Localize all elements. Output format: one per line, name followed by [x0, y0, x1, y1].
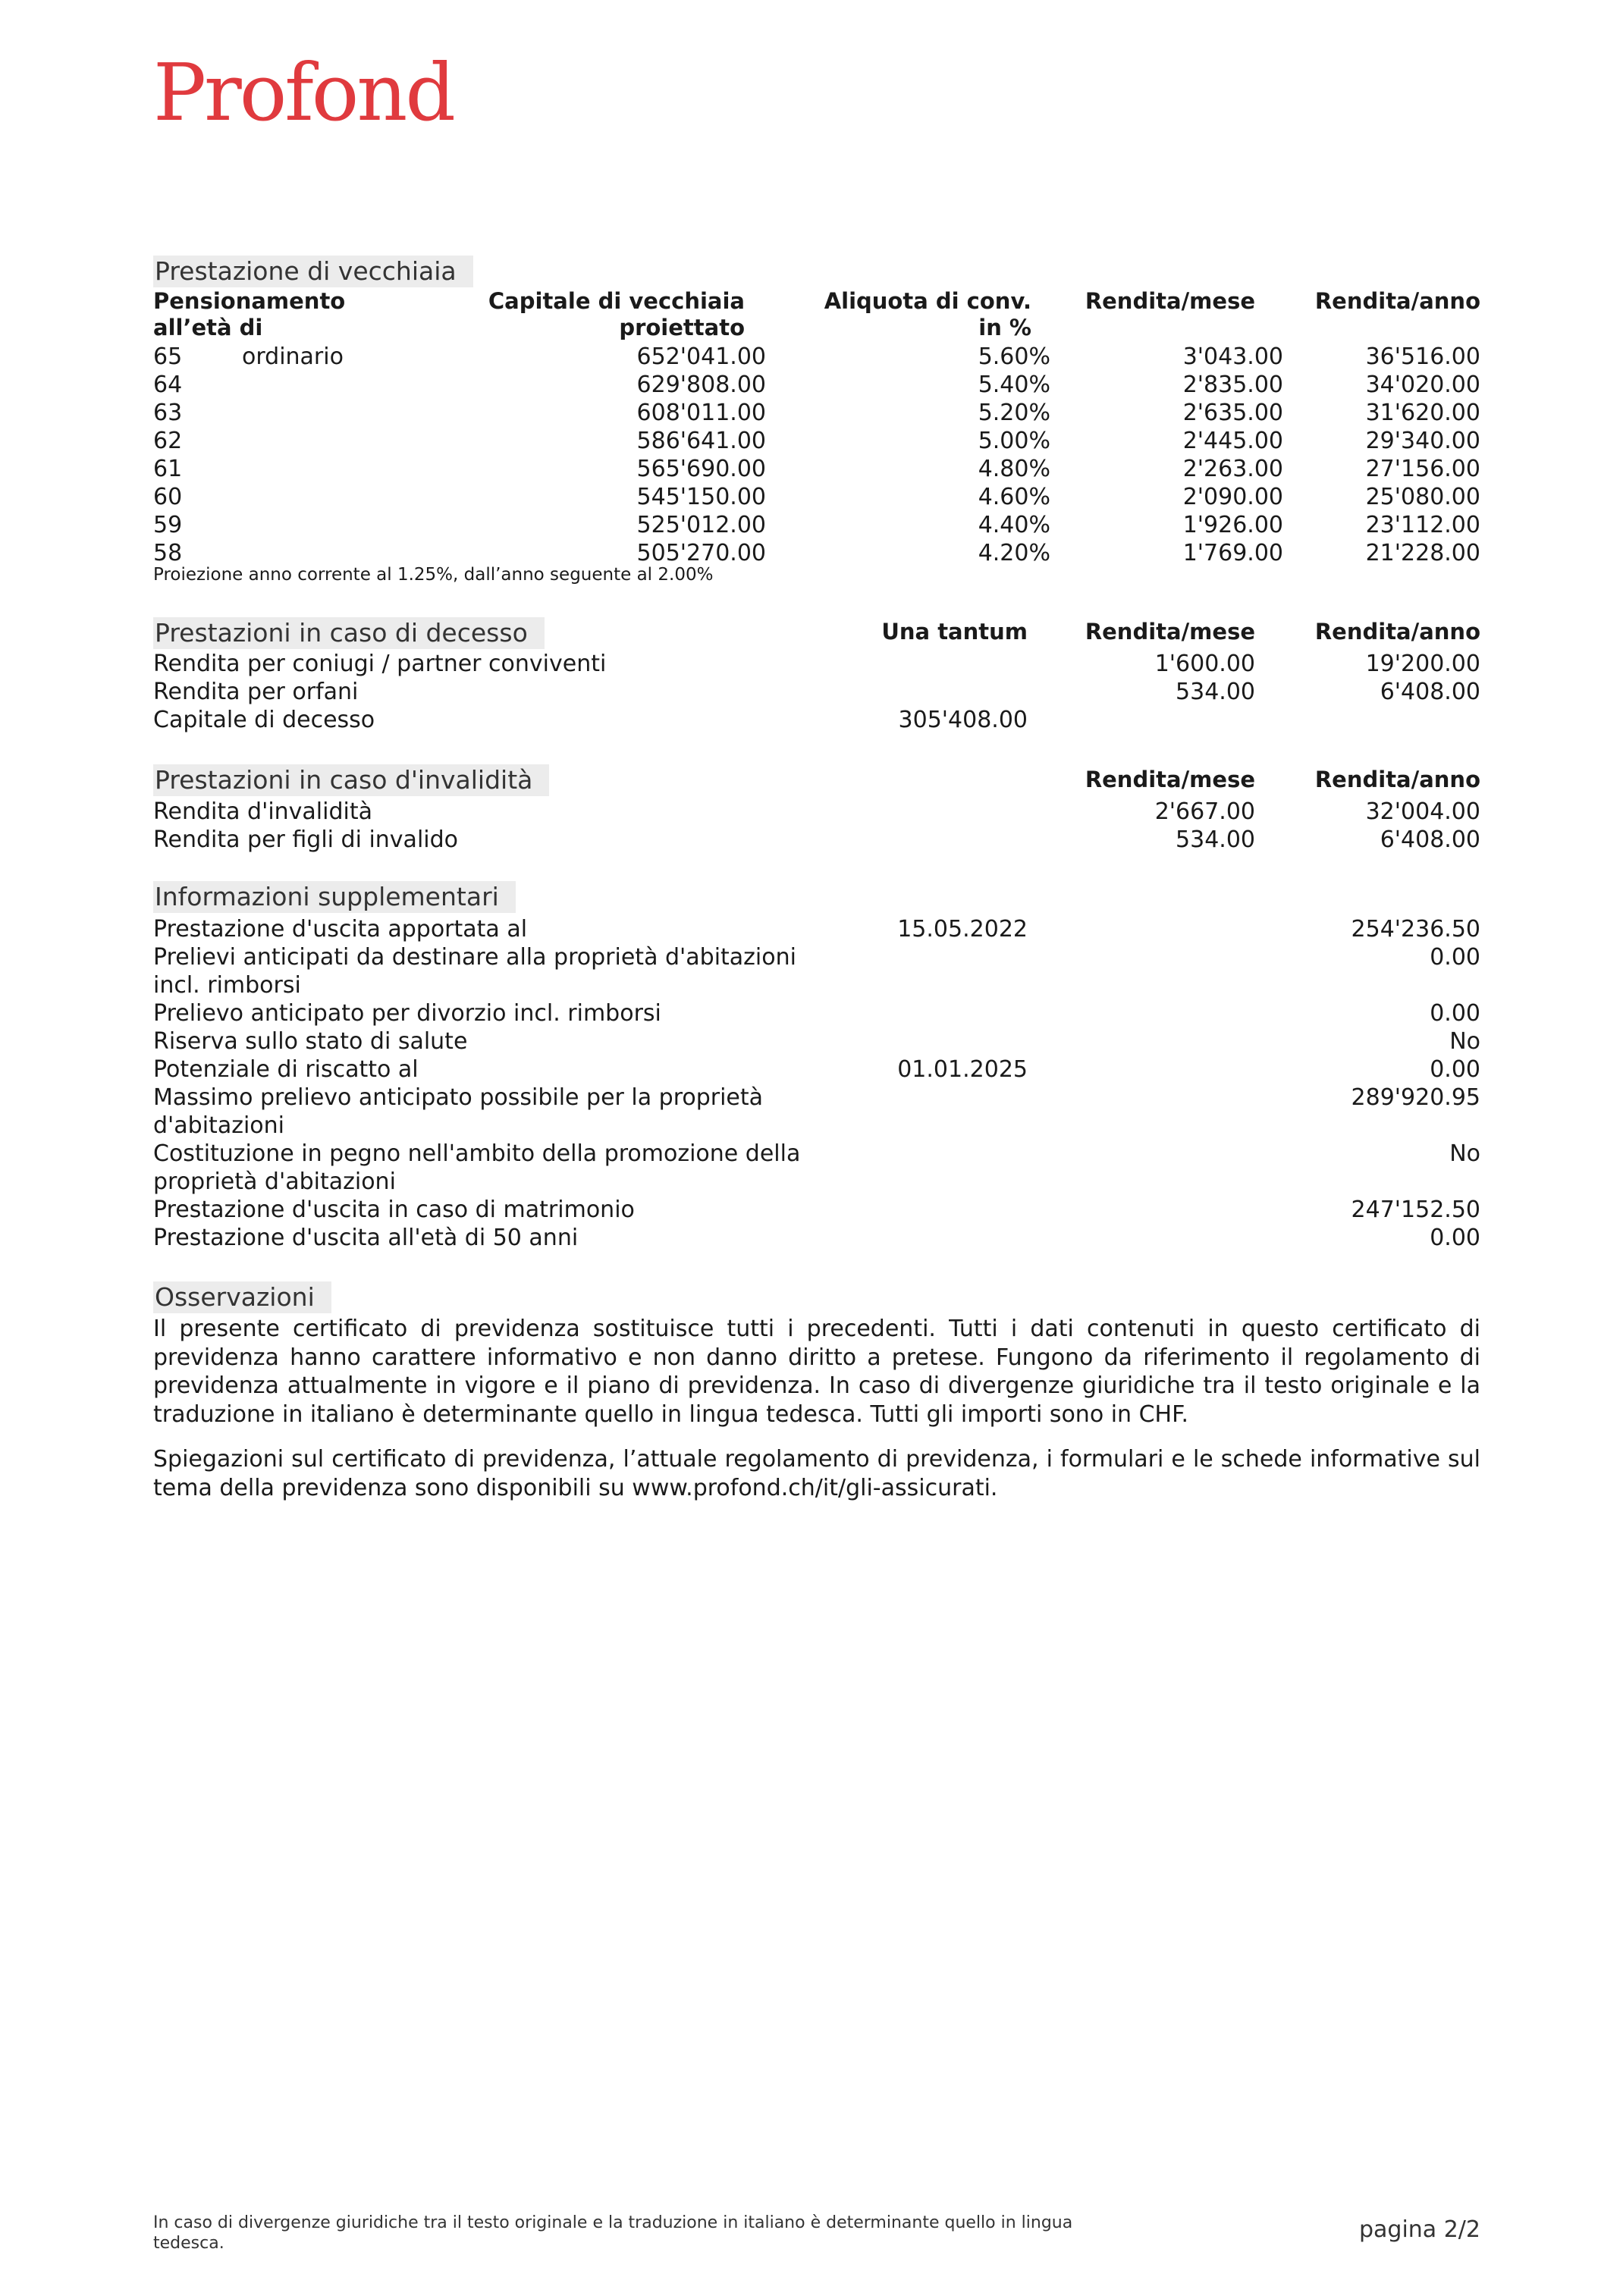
info-label: Massimo prelievo anticipato possibile per la proprietà [153, 1084, 764, 1111]
cell-mese: 3'043.00 [1182, 343, 1283, 370]
cell-aliquota: 4.60% [978, 484, 1050, 510]
info-row [0, 1196, 1623, 1224]
cell-aliquota: 5.00% [978, 428, 1050, 454]
cell-eta: 60 [153, 484, 183, 510]
header-rendita-mese: Rendita/mese [1085, 288, 1255, 314]
info-row [0, 1224, 1623, 1252]
info-value: 0.00 [1430, 1225, 1480, 1251]
cell-mese: 1'600.00 [1154, 651, 1255, 677]
projection-note: Proiezione anno corrente al 1.25%, dall’anno seguente al 2.00% [153, 565, 714, 585]
header-pensionamento: Pensionamento [153, 288, 346, 314]
cell-eta: 65 [153, 343, 183, 370]
cell-anno: 32'004.00 [1365, 798, 1480, 825]
info-label: Potenziale di riscatto al [153, 1056, 419, 1083]
cell-eta: 62 [153, 428, 183, 454]
info-row [0, 1027, 1623, 1055]
info-value: 0.00 [1430, 944, 1480, 971]
footer-note: In caso di divergenze giuridiche tra il testo originale e la traduzione in italiano è determinante quello in lingua tedesca. [153, 2213, 1073, 2253]
cell-label: Rendita per orfani [153, 679, 359, 705]
info-row [0, 1084, 1623, 1112]
header-rendita-anno: Rendita/anno [1314, 619, 1480, 645]
cell-nota: ordinario [242, 343, 344, 370]
cell-mese: 2'635.00 [1182, 400, 1283, 426]
info-label: Costituzione in pegno nell'ambito della promozione della [153, 1140, 801, 1167]
info-label-cont: proprietà d'abitazioni [153, 1168, 396, 1195]
table-row [0, 539, 1623, 567]
cell-anno: 27'156.00 [1365, 456, 1480, 482]
cell-anno: 34'020.00 [1365, 372, 1480, 398]
info-row-cont [0, 971, 1623, 999]
header-aliquota-perc: in % [978, 315, 1031, 340]
info-label-cont: d'abitazioni [153, 1112, 284, 1139]
info-value: 254'236.50 [1351, 916, 1480, 943]
cell-aliquota: 5.40% [978, 372, 1050, 398]
cell-mese: 1'926.00 [1182, 512, 1283, 538]
cell-anno: 6'408.00 [1380, 679, 1480, 705]
cell-label: Capitale di decesso [153, 707, 375, 733]
info-label: Riserva sullo stato di salute [153, 1028, 468, 1055]
table-row [0, 455, 1623, 483]
cell-anno: 19'200.00 [1365, 651, 1480, 677]
page-number: pagina 2/2 [1358, 2216, 1480, 2243]
table-row [0, 798, 1623, 826]
profond-logo: Profond [153, 46, 454, 139]
cell-label: Rendita per figli di invalido [153, 826, 459, 853]
cell-aliquota: 4.40% [978, 512, 1050, 538]
section-title-vecchiaia: Prestazione di vecchiaia [153, 256, 473, 287]
cell-capitale: 608'011.00 [636, 400, 766, 426]
header-capitale: Capitale di vecchiaia [488, 288, 745, 314]
cell-label: Rendita d'invalidità [153, 798, 372, 825]
header-una-tantum: Una tantum [881, 619, 1028, 645]
table-row [0, 483, 1623, 511]
table-row [0, 371, 1623, 399]
info-label: Prestazione d'uscita in caso di matrimonio [153, 1197, 635, 1223]
info-row [0, 1055, 1623, 1084]
info-row [0, 999, 1623, 1027]
table-row [0, 399, 1623, 427]
info-date: 15.05.2022 [897, 916, 1028, 943]
cell-capitale: 629'808.00 [636, 372, 766, 398]
info-label-cont: incl. rimborsi [153, 972, 301, 999]
osservazioni-paragraph-2: Spiegazioni sul certificato di previdenza, l’attuale regolamento di previdenza, i formulari e le schede informative sul tema della previdenza sono disponibili su www.profond.ch/it/gli-assicurati. [153, 1446, 1480, 1501]
section-title-osservazioni: Osservazioni [153, 1281, 331, 1313]
cell-mese: 2'263.00 [1182, 456, 1283, 482]
info-value: 0.00 [1430, 1000, 1480, 1027]
table-row [0, 650, 1623, 678]
cell-mese: 534.00 [1176, 679, 1255, 705]
cell-anno: 23'112.00 [1365, 512, 1480, 538]
cell-mese: 2'090.00 [1182, 484, 1283, 510]
cell-eta: 58 [153, 540, 183, 566]
cell-anno: 6'408.00 [1380, 826, 1480, 853]
table-row [0, 511, 1623, 539]
section-title-invalidita: Prestazioni in caso d'invalidità [153, 764, 549, 796]
cell-mese: 2'835.00 [1182, 372, 1283, 398]
cell-capitale: 586'641.00 [636, 428, 766, 454]
cell-anno: 29'340.00 [1365, 428, 1480, 454]
table-row [0, 678, 1623, 706]
cell-mese: 534.00 [1176, 826, 1255, 853]
info-label: Prelievo anticipato per divorzio incl. rimborsi [153, 1000, 661, 1027]
cell-mese: 1'769.00 [1182, 540, 1283, 566]
info-value: 247'152.50 [1351, 1197, 1480, 1223]
info-label: Prestazione d'uscita apportata al [153, 916, 528, 943]
header-rendita-mese: Rendita/mese [1085, 619, 1255, 645]
cell-capitale: 525'012.00 [636, 512, 766, 538]
info-label: Prelievi anticipati da destinare alla proprietà d'abitazioni [153, 944, 796, 971]
table-row [0, 706, 1623, 734]
info-row [0, 943, 1623, 971]
cell-anno: 31'620.00 [1365, 400, 1480, 426]
table-row [0, 343, 1623, 371]
info-date: 01.01.2025 [897, 1056, 1028, 1083]
info-row-cont [0, 1168, 1623, 1196]
header-eta: all’età di [153, 315, 263, 340]
cell-eta: 64 [153, 372, 183, 398]
osservazioni-paragraph-1: Il presente certificato di previdenza sostituisce tutti i precedenti. Tutti i dati contenuti in questo certificato di previdenza hanno carattere informativo e non danno diritto a pretese. Fungono da riferimento il regolamento di previdenza attualmente in vigore e il piano di previdenza. In caso di divergenze giuridiche tra il testo originale e la traduzione in italiano è determinante quello in lingua tedesca. Tutti gli importi sono in CHF. [153, 1316, 1480, 1428]
cell-eta: 63 [153, 400, 183, 426]
cell-capitale: 545'150.00 [636, 484, 766, 510]
info-row-cont [0, 1112, 1623, 1140]
cell-anno: 21'228.00 [1365, 540, 1480, 566]
cell-capitale: 505'270.00 [636, 540, 766, 566]
cell-aliquota: 5.60% [978, 343, 1050, 370]
cell-eta: 61 [153, 456, 183, 482]
header-rendita-anno: Rendita/anno [1314, 288, 1480, 314]
info-value: 289'920.95 [1351, 1084, 1480, 1111]
info-value: No [1449, 1140, 1480, 1167]
info-row [0, 1140, 1623, 1168]
cell-aliquota: 4.80% [978, 456, 1050, 482]
cell-mese: 2'667.00 [1154, 798, 1255, 825]
cell-aliquota: 5.20% [978, 400, 1050, 426]
header-rendita-anno: Rendita/anno [1314, 767, 1480, 792]
cell-anno: 25'080.00 [1365, 484, 1480, 510]
cell-label: Rendita per coniugi / partner conviventi [153, 651, 607, 677]
cell-capitale: 565'690.00 [636, 456, 766, 482]
header-rendita-mese: Rendita/mese [1085, 767, 1255, 792]
cell-mese: 2'445.00 [1182, 428, 1283, 454]
info-label: Prestazione d'uscita all'età di 50 anni [153, 1225, 579, 1251]
header-capitale-proiettato: proiettato [619, 315, 745, 340]
cell-tantum: 305'408.00 [898, 707, 1028, 733]
section-title-supplementari: Informazioni supplementari [153, 881, 516, 913]
cell-eta: 59 [153, 512, 183, 538]
cell-capitale: 652'041.00 [636, 343, 766, 370]
table-row [0, 826, 1623, 854]
table-row [0, 427, 1623, 455]
info-value: 0.00 [1430, 1056, 1480, 1083]
header-aliquota: Aliquota di conv. [824, 288, 1031, 314]
info-row [0, 915, 1623, 943]
section-title-decesso: Prestazioni in caso di decesso [153, 617, 545, 649]
cell-aliquota: 4.20% [978, 540, 1050, 566]
info-value: No [1449, 1028, 1480, 1055]
cell-anno: 36'516.00 [1365, 343, 1480, 370]
